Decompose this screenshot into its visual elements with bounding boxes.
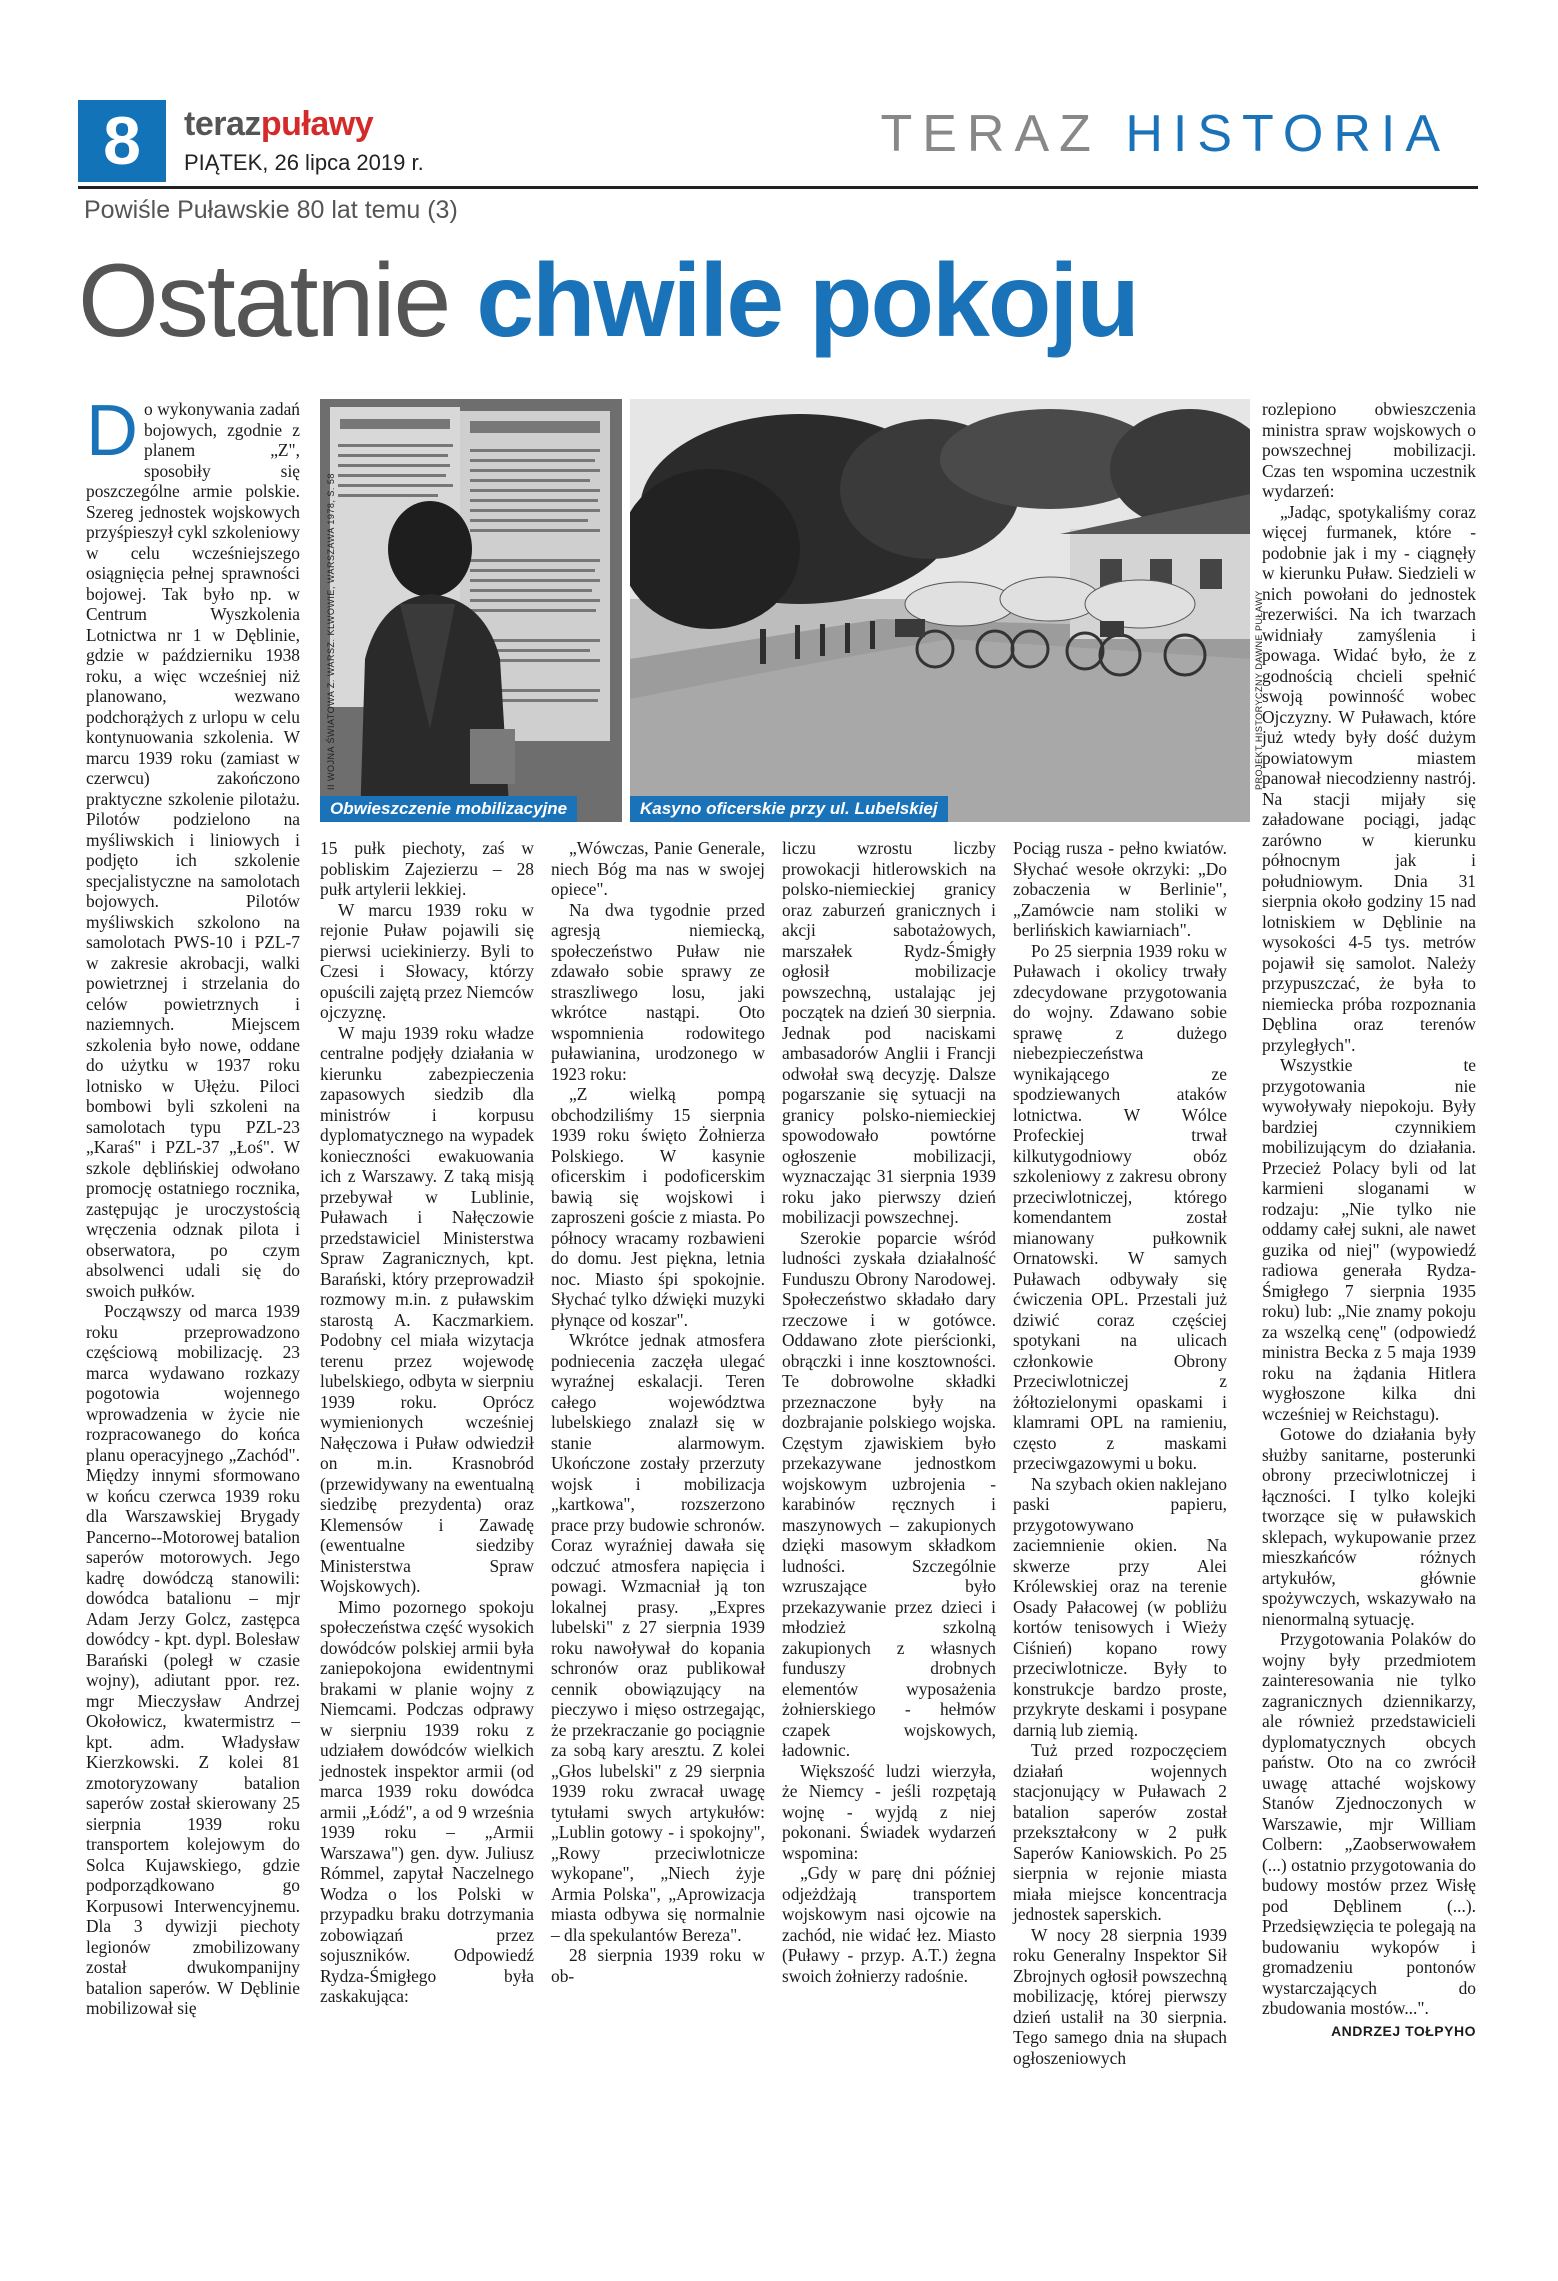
article-author: ANDRZEJ TOŁPYHO [1331,2022,1476,2039]
photo-credit-left: II WOJNA ŚWIATOWA Z. WARSZ. KLWOWIE, WARSZAWA 1978, S. 58 [326,473,336,790]
photo-caption-left: Obwieszczenie mobilizacyjne [320,796,577,822]
section-title [880,104,1450,164]
headline-light: Ostatnie [78,243,450,359]
article-column-6 [1262,399,1476,2041]
column-6-paragraph-3: Wszystkie te przygotowania nie wywoływały niepokoju. Były bardziej czynnikiem mobilizującym do działania. Przecież Polacy byli od lat karmieni sloganami w rodzaju: „Nie tylko nie oddamy całej sukni, ale nawet guzika od niej" (wypowiedź radiowa generała Rydza-Śmigłego 7 sierpnia 1935 roku) lub: „Nie znamy pokoju za wszelką cenę" (odpowiedź ministra Becka z 5 maja 1939 roku na żądania Hitlera wygłoszone kilka dni wcześniej w Reichstagu). [1262,1055,1476,1424]
column-6-paragraph-1: rozlepiono obwieszczenia ministra spraw wojskowych o powszechnej mobilizacji. Czas ten wspomina uczestnik wydarzeń: [1262,399,1476,501]
column-5-paragraph-5: W nocy 28 sierpnia 1939 roku Generalny Inspektor Sił Zbrojnych ogłosił powszechną mobilizację, której pierwszy dzień ustalił na 30 sierpnia. Tego samego dnia na słupach ogłoszeniowych [1013,1924,1227,2068]
photo-credit-right: PROJEKT HISTORYCZNY DAWNE PUŁAWY [1254,590,1264,790]
column-3-paragraph-2: Na dwa tygodnie przed agresją niemiecką, społeczeństwo Puław nie zdawało sobie sprawy ze straszliwego losu, jaki wkrótce nastąpi. Oto wspomnienia rodowitego puławianina, urodzonego w 1923 roku: [551,899,765,1084]
column-3-paragraph-4: Wkrótce jednak atmosfera podniecenia zaczęła ulegać wyraźnej eskalacji. Teren całego województwa lubelskiego znalazł się w stanie alarmowym. Ukończone zostały przerzuty wojsk i mobilizacja „kartkowa", rozszerzono prace przy budowie schronów. Coraz wyraźniej dawała się odczuć atmosfera napięcia i powagi. Wzmacniał ją ton lokalnej prasy. „Expres lubelski" z 27 sierpnia 1939 roku nawoływał do kopania schronów oraz publikował cennik obowiązujący na pieczywo i mięso ostrzegając, że przekraczanie go pociągnie za sobą kary aresztu. Z kolei „Głos lubelski" z 29 sierpnia 1939 roku zwracał uwagę tytułami swych artykułów: „Lublin gotowy - i spokojny", „Rowy przeciwlotnicze wykopane", „Niech żyje Armia Polska", „Aprowizacja miasta odbywa się normalnie – dla spekulantów Bereza". [551,1330,765,1945]
column-5-paragraph-2: Po 25 sierpnia 1939 roku w Puławach i okolicy trwały zdecydowane przygotowania do wojny. Zdawano sobie sprawę z dużego niebezpieczeństwa wynikającego ze spodziewanych ataków lotnictwa. W Wólce Profeckiej trwał kilkutygodniowy obóz szkoleniowy z zakresu obrony przeciwlotniczej, którego komendantem został mianowany pułkownik Ornatowski. W samych Puławach odbywały się ćwiczenia OPL. Przestali już dziwić coraz częściej spotykani na ulicach członkowie Obrony Przeciwlotniczej z żółtozielonymi opaskami i klamrami OPL na ramieniu, często z maskami przeciwgazowymi u boku. [1013,940,1227,1473]
page-number: 8 [78,100,166,182]
photo-officers-casino [630,399,1250,822]
column-4-paragraph-4: „Gdy w parę dni później odjeżdżają transportem wojskowym nasi ojcowie na zachód, nie widać łez. Miasto (Puławy - przyp. A.T.) żegna swoich żołnierzy radośnie. [782,1863,996,1986]
column-3-paragraph-3: „Z wielką pompą obchodziliśmy 15 sierpnia 1939 roku święto Żołnierza Polskiego. W kasynie oficerskim i podoficerskim bawią się wojskowi i zaproszeni goście z miasta. Po północy wracamy rozbawieni do domu. Jest piękna, letnia noc. Miasto śpi spokojnie. Słychać tylko dźwięki muzyki płynące od koszar". [551,1084,765,1330]
column-2-paragraph-2: W marcu 1939 roku w rejonie Puław pojawili się pierwsi uciekinierzy. Byli to Czesi i Słowacy, którzy opuścili zajętą przez Niemców ojczyznę. [320,899,534,1022]
article-column-4 [782,838,996,1986]
column-4-paragraph-3: Większość ludzi wierzyła, że Niemcy - jeśli rozpętają wojnę - wyjdą z niej pokonani. Świadek wydarzeń wspomina: [782,1760,996,1863]
column-1-paragraph-2: Począwszy od marca 1939 roku przeprowadzono częściową mobilizację. 23 marca wydawano rozkazy pogotowia wojennego wprowadzenia w życie nie rozpracowanego do końca planu operacyjnego „Zachód". Między innymi sformowano w końcu czerwca 1939 roku dla Warszawskiej Brygady Pancerno--Motorowej batalion saperów motorowych. Jego kadrę dowódczą stanowili: dowódca batalionu – mjr Adam Jerzy Golcz, zastępca dowódcy - kpt. dypl. Bolesław Barański (poległ w czasie wojny), adiutant ppor. rez. mgr Mieczysław Andrzej Okołowicz, kwatermistrz – kpt. adm. Władysław Kierzkowski. Z kolei 81 zmotoryzowany batalion saperów został skierowany 25 sierpnia 1939 roku transportem kolejowym do Solca Kujawskiego, gdzie podporządkowano go Korpusowi Interwencyjnemu. Dla 3 dywizji piechoty legionów zmobilizowany został dwukompanijny batalion saperów. W Dęblinie mobilizował się [86,1301,300,2018]
logo-teraz: teraz [184,105,261,143]
section-title-word1: TERAZ [880,105,1101,163]
column-6-paragraph-5: Przygotowania Polaków do wojny były przedmiotem zainteresowania nie tylko zagranicznych dziennikarzy, ale również przedstawicieli dyplomatycznych obcych państw. Oto na co zwrócił uwagę attaché wojskowy Stanów Zjednoczonych w Warszawie, mjr William Colbern: „Zaobserwowałem (...) ostatnio przygotowania do budowy mostów przez Wisłę pod Dęblinem (...). Przedsięwzięcia te polegają na budowaniu wykopów i gromadzeniu pontonów wystarczających do zbudowania mostów...". [1262,1629,1476,2018]
column-6-paragraph-4: Gotowe do działania były służby sanitarne, posterunki obrony przeciwlotniczej i łączności. I tylko kolejki tworzące się w puławskich sklepach, wykupowanie przez mieszkańców różnych artykułów, głównie spożywczych, wskazywało na nienormalną sytuację. [1262,1424,1476,1629]
header-rule [78,186,1478,189]
column-1-paragraph-1-text: o wykonywania zadań bojowych, zgodnie z planem „Z", sposobiły się poszczególne armie polskie. Szereg jednostek wojskowych przyśpieszył cykl szkoleniowy w celu wcześniejszego osiągnięcia pełnej sprawności bojowej. Tak było np. w Centrum Wyszkolenia Lotnictwa nr 1 w Dęblinie, gdzie w październiku 1938 roku, a więc wcześniej niż planowano, wezwano podchorążych z urlopu w celu kontynuowania szkolenia. W marcu 1939 roku (zamiast w czerwcu) zakończono praktyczne szkolenie pilotażu. Pilotów podzielono na myśliwskich i liniowych i podjęto ich szkolenie specjalistyczne na samolotach bojowych. Pilotów myśliwskich szkolono na samolotach PWS-10 i PZL-7 w zakresie akrobacji, walki powietrznej i strzelania do celów powietrznych i naziemnych. Miejscem szkolenia było nowe, oddane do użytku w 1937 roku lotnisko w Ułężu. Piloci bombowi byli szkoleni na samolotach typu PZL-23 „Karaś" i PZL-37 „Łoś". W szkole dęblińskiej odwołano promocję ostatniego rocznika, zastępując je uroczystością wręczenia odznak pilota i obserwatora, po czym absolwenci udali się do swoich pułków. [86,399,300,1301]
column-4-paragraph-1: liczu wzrostu liczby prowokacji hitlerowskich na polsko-niemieckiej granicy oraz zaburzeń granicznych i akcji sabotażowych, marszałek Rydz-Śmigły ogłosił mobilizacje powszechną, ustalając jej początek na dzień 30 sierpnia. Jednak pod naciskami ambasadorów Anglii i Francji odwołał swą decyzję. Dalsze pogarszanie się sytuacji na granicy polsko-niemieckiej spowodowało powtórne ogłoszenie mobilizacji, wyznaczając 31 sierpnia 1939 roku jako pierwszy dzień mobilizacji powszechnej. [782,838,996,1227]
column-1-paragraph-1 [86,391,300,1301]
column-3-paragraph-5: 28 sierpnia 1939 roku w ob- [551,1945,765,1986]
article-column-1 [86,391,300,2019]
photo-mobilization-notice-image [320,399,622,822]
article-headline [78,236,1138,366]
column-2-paragraph-3: W maju 1939 roku władze centralne podjęły działania w kierunku zabezpieczenia zapasowych siedzib dla ministrów i korpusu dyplomatycznego na wypadek konieczności ewakuowania ich z Warszawy. Z taką misją przebywał w Lublinie, Puławach i Nałęczowie przedstawiciel Ministerstwa Spraw Zagranicznych, kpt. Barański, który przeprowadził rozmowy m.in. z puławskim starostą A. Kaczmarkiem. Podobny cel miała wizytacja terenu przez wojewodę lubelskiego, odbyta w sierpniu 1939 roku. Oprócz wymienionych wcześniej Nałęczowa i Puław odwiedził on m.in. Krasnobród (przewidywany na ewentualną siedzibę prezydenta) oraz Klemensów i Zawadę (ewentualne siedziby Ministerstwa Spraw Wojskowych). [320,1022,534,1596]
section-title-word2: HISTORIA [1125,105,1450,163]
column-2-paragraph-1: 15 pułk piechoty, zaś w pobliskim Zajezierzu – 28 pułk artylerii lekkiej. [320,838,534,899]
photo-caption-right: Kasyno oficerskie przy ul. Lubelskiej [630,796,948,822]
column-4-paragraph-2: Szerokie poparcie wśród ludności zyskała działalność Funduszu Obrony Narodowej. Społeczeństwo składało dary rzeczowe i w gotówce. Oddawano złote pierścionki, obrączki i inne kosztowności. Te dobrowolne składki przeznaczone były na dozbrajanie polskiego wojska. Częstym zjawiskiem było przekazywane jednostkom wojskowym uzbrojenia - karabinów ręcznych i maszynowych – zakupionych dzięki masowym składkom ludności. Szczególnie wzruszające było przekazywanie przez dzieci i młodzież szkolną zakupionych z własnych funduszy drobnych elementów wyposażenia żołnierskiego - hełmów czapek wojskowych, ładownic. [782,1227,996,1760]
article-column-2 [320,838,534,2007]
drop-cap: D [86,391,138,471]
column-3-paragraph-1: „Wówczas, Panie Generale, niech Bóg ma nas w swojej opiece". [551,838,765,899]
photo-mobilization-notice [320,399,622,822]
article-kicker: Powiśle Puławskie 80 lat temu (3) [84,196,458,224]
newspaper-logo [184,104,373,144]
column-5-paragraph-4: Tuż przed rozpoczęciem działań wojennych stacjonujący w Puławach 2 batalion saperów został przekształcony w 2 pułk Saperów Kaniowskich. Po 25 sierpnia w rejonie miasta miała miejsce koncentracja jednostek saperskich. [1013,1740,1227,1924]
headline-bold: chwile pokoju [476,243,1138,359]
photo-officers-casino-image [630,399,1250,822]
logo-pulawy: puławy [260,105,374,143]
article-column-5 [1013,838,1227,2068]
column-2-paragraph-4: Mimo pozornego spokoju społeczeństwa część wysokich dowódców polskiej armii była zaniepokojona ewidentnymi brakami w planie wojny z Niemcami. Podczas odprawy w sierpniu 1939 roku z udziałem dowódców wielkich jednostek inspektor armii (od marca 1939 roku dowódca armii „Łódź", a od 9 września 1939 roku – „Armii Warszawa") gen. dyw. Juliusz Rómmel, zapytał Naczelnego Wodza o los Polski w przypadku braku dotrzymania zobowiązań przez sojuszników. Odpowiedź Rydza-Śmigłego była zaskakująca: [320,1596,534,2006]
article-column-3 [551,838,765,1986]
column-6-paragraph-2: „Jadąc, spotykaliśmy coraz więcej furmanek, które - podobnie jak i my - ciągnęły w kierunku Puław. Siedzieli w nich powołani do jednostek rezerwiści. Na ich twarzach widniały zamyślenia i powaga. Widać było, że z godnością chcieli spełnić swoją powinność wobec Ojczyzny. W Puławach, które już wtedy były dość dużym powiatowym miastem panował niecodzienny nastrój. Na stacji mijały się załadowane pociągi, jadąc zarówno w kierunku północnym jak i południowym. Dnia 31 sierpnia około godziny 15 nad lotniskiem w Dęblinie na wysokości 4-5 tys. metrów pojawił się samolot. Należy przypuszczać, że była to niemiecka próba rozpoznania Dęblina oraz terenów przyległych". [1262,501,1476,1055]
column-5-paragraph-1: Pociąg rusza - pełno kwiatów. Słychać wesołe okrzyki: „Do zobaczenia w Berlinie", „Zamówcie nam stoliki w berlińskich kawiarniach". [1013,838,1227,940]
issue-date: PIĄTEK, 26 lipca 2019 r. [184,150,424,175]
column-5-paragraph-3: Na szybach okien naklejano paski papieru, przygotowywano zaciemnienie okien. Na skwerze przy Alei Królewskiej oraz na terenie Osady Pałacowej (w pobliżu kortów tenisowych i Wieży Ciśnień) kopano rowy przeciwlotnicze. Były to konstrukcje bardzo proste, przykryte deskami i posypane darnią lub ziemią. [1013,1473,1227,1740]
